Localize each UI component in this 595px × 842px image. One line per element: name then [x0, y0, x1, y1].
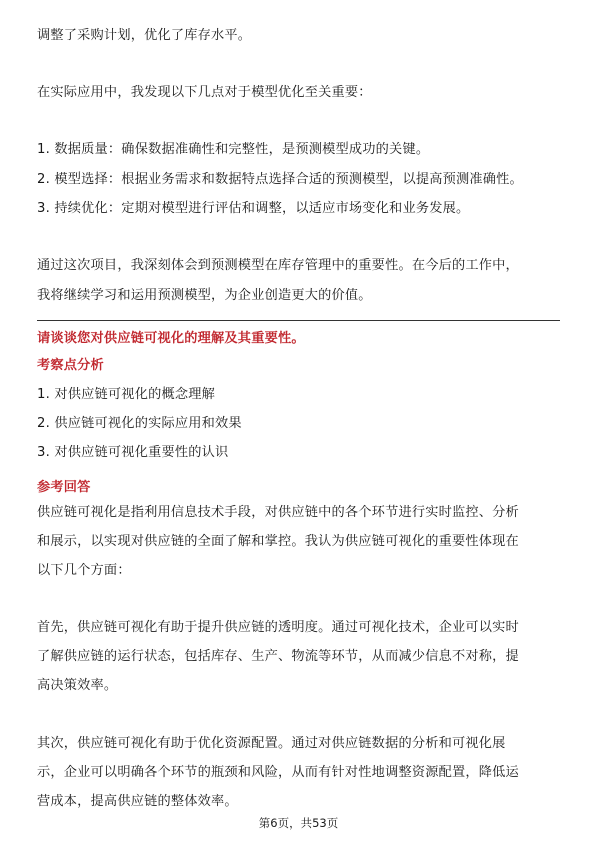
analysis-point: 1. 对供应链可视化的概念理解: [37, 387, 216, 402]
analysis-point: 2. 供应链可视化的实际应用和效果: [37, 416, 242, 431]
analysis-point: 3. 对供应链可视化重要性的认识: [37, 445, 229, 460]
paragraph-line: 我将继续学习和运用预测模型，为企业创造更大的价值。: [37, 288, 372, 303]
answer-heading: 参考回答: [37, 480, 91, 495]
answer-line: 营成本，提高供应链的整体效率。: [37, 794, 238, 809]
page-number: 第6页，共53页: [258, 816, 339, 830]
document-page: [37, 0, 560, 842]
answer-line: 首先，供应链可视化有助于提升供应链的透明度。通过可视化技术，企业可以实时: [37, 620, 519, 635]
list-item: 2. 模型选择：根据业务需求和数据特点选择合适的预测模型，以提高预测准确性。: [37, 172, 523, 187]
answer-line: 以下几个方面：: [37, 563, 131, 578]
question-title: 请谈谈您对供应链可视化的理解及其重要性。: [37, 331, 305, 346]
paragraph-line: 调整了采购计划，优化了库存水平。: [37, 28, 252, 43]
paragraph-line: 通过这次项目，我深刻体会到预测模型在库存管理中的重要性。在今后的工作中，: [37, 258, 519, 273]
answer-line: 供应链可视化是指利用信息技术手段，对供应链中的各个环节进行实时监控、分析: [37, 505, 519, 520]
analysis-heading: 考察点分析: [37, 358, 104, 373]
list-item: 1. 数据质量：确保数据准确性和完整性，是预测模型成功的关键。: [37, 142, 430, 157]
list-item: 3. 持续优化：定期对模型进行评估和调整，以适应市场变化和业务发展。: [37, 201, 470, 216]
answer-line: 了解供应链的运行状态，包括库存、生产、物流等环节，从而减少信息不对称，提: [37, 649, 519, 664]
answer-line: 其次，供应链可视化有助于优化资源配置。通过对供应链数据的分析和可视化展: [37, 736, 506, 751]
answer-line: 高决策效率。: [37, 678, 118, 693]
intro-line: 在实际应用中，我发现以下几点对于模型优化至关重要：: [37, 85, 372, 100]
answer-line: 和展示，以实现对供应链的全面了解和掌控。我认为供应链可视化的重要性体现在: [37, 534, 519, 549]
section-divider: [37, 320, 560, 321]
answer-line: 示，企业可以明确各个环节的瓶颈和风险，从而有针对性地调整资源配置，降低运: [37, 765, 519, 780]
